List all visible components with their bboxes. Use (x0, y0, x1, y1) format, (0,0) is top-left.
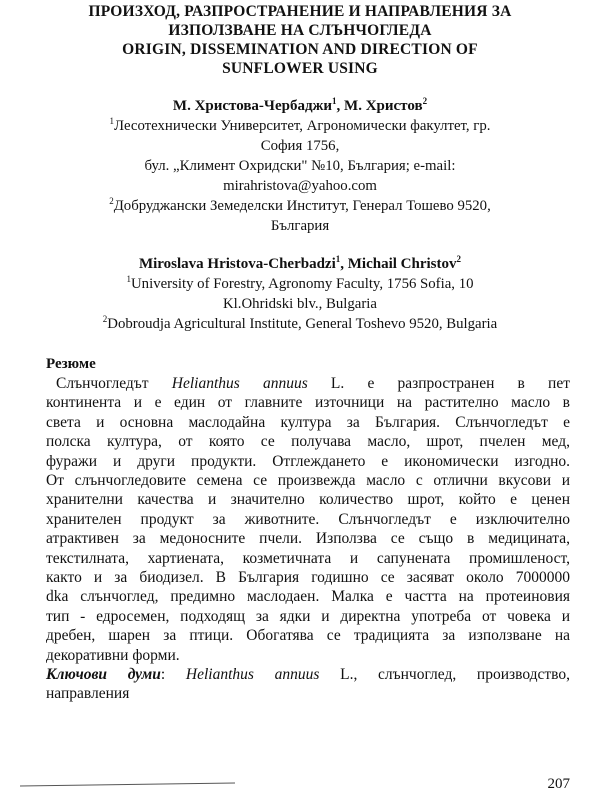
title-bg-line1: ПРОИЗХОД, РАЗПРОСТРАНЕНИЕ И НАПРАВЛЕНИЯ ЗА (88, 3, 512, 20)
abstract-line: декоративни форми. (46, 646, 180, 664)
en-authors (30, 254, 570, 274)
keywords-species: Helianthus annuus (185, 666, 320, 683)
bg-aff1-text1: Лесотехнически Университет, Агрономически факултет, гр. (114, 118, 491, 134)
abstract-line: dka слънчоглед, предимно маслодаен. Малка е частта на протеиновия (46, 588, 570, 606)
bg-authors (30, 96, 570, 116)
abstract-heading: Резюме (46, 356, 96, 372)
abstract-body (46, 374, 570, 665)
bg-aff2-sup: 2 (109, 196, 114, 207)
en-author-2: Michail Christov (347, 256, 457, 272)
abstract-line: фуражи и други продукти. Отглеждането е икономически изгодно. (46, 452, 570, 470)
abstract-line: дребен, шарен за птици. Обогатява се традицията за използване на (46, 627, 570, 645)
title-en-line2: SUNFLOWER USING (222, 60, 378, 77)
bg-affiliation-1-email: mirahristova@yahoo.com (223, 178, 377, 194)
bg-affiliation-1-line3: бул. „Климент Охридски" №10, България; e-mail: (144, 158, 456, 174)
bg-affiliation-1-line1 (30, 116, 570, 136)
en-author-1: Miroslava Hristova-Cherbadzi (138, 256, 336, 272)
en-affiliation-1-line2: Kl.Ohridski blv., Bulgaria (223, 296, 377, 312)
abstract-line: От слънчогледовите семена се произвежда масло с отлични вкусови и (46, 472, 570, 490)
abstract-line: полска култура, от която се получава масло, шрот, пчелен мед, (46, 433, 570, 451)
keywords-rest1: L., слънчоглед, производство, (319, 666, 571, 683)
keywords-line1 (46, 665, 570, 684)
bg-author-2: М. Христов (344, 98, 423, 114)
en-author-sep: , (340, 256, 348, 272)
en-aff1-sup: 1 (126, 274, 131, 285)
en-author-2-sup: 2 (456, 254, 462, 264)
bg-author-1-sup: 1 (332, 96, 337, 106)
bg-author-2-sup: 2 (422, 96, 428, 106)
bg-aff1-sup: 1 (109, 116, 115, 127)
species-name: Helianthus annuus (171, 375, 308, 392)
abstract-line: текстилната, хартиената, козметичната и сапунената промишленост, (46, 549, 570, 567)
keywords-colon: : (160, 666, 186, 683)
abstract-line1-b: L. е разпространен в пет (307, 375, 570, 392)
abstract-line: континента и е един от главните източници на растително масло в (46, 394, 570, 412)
bg-author-sep: , (336, 98, 345, 114)
keywords-line2: направления (46, 685, 130, 703)
en-aff2-sup: 2 (102, 314, 108, 325)
title-en-line1: ORIGIN, DISSEMINATION AND DIRECTION OF (122, 41, 478, 58)
bg-affiliation-1-line2: София 1756, (260, 138, 340, 154)
abstract-line (46, 374, 570, 393)
abstract-line: тип - едросемен, подходящ за ядки и директна употреба от човека и (46, 607, 570, 625)
bg-aff2-text1: Добруджански Земеделски Институт, Генерал Тошево 9520, (113, 198, 491, 214)
bg-affiliation-2-line1 (30, 196, 570, 216)
keywords (46, 665, 570, 704)
keywords-label: Ключови думи (46, 666, 161, 683)
en-affiliation-1-line1 (30, 274, 570, 294)
en-aff1-text1: University of Forestry, Agronomy Faculty, 1756 Sofia, 10 (131, 276, 474, 292)
abstract-line: хранителен продукт за животните. Слънчогледът е изключително (46, 510, 570, 528)
abstract-line1-a: Слънчогледът (56, 375, 172, 392)
page-number: 207 (547, 776, 570, 792)
bg-affiliation-2-line2: България (270, 218, 330, 234)
title-bg-line2: ИЗПОЛЗВАНЕ НА СЛЪНЧОГЛЕДА (168, 22, 432, 39)
abstract-line: света и основна маслодайна култура за България. Слънчогледът е (46, 413, 570, 431)
en-aff2-text1: Dobroudja Agricultural Institute, General Toshevo 9520, Bulgaria (107, 316, 498, 332)
en-author-1-sup: 1 (335, 254, 341, 264)
en-affiliation-2-line1 (30, 314, 570, 334)
footer-rule (20, 782, 235, 786)
bg-author-1: М. Христова-Чербаджи (172, 98, 333, 114)
abstract-line: атрактивен за медоносните пчели. Използва се също в медицината, (46, 530, 570, 548)
abstract-line: както и за биодизел. В България годишно се засяват около 7000000 (46, 569, 570, 587)
abstract-line: хранителни качества и значително количество шрот, който е ценен (46, 491, 570, 509)
